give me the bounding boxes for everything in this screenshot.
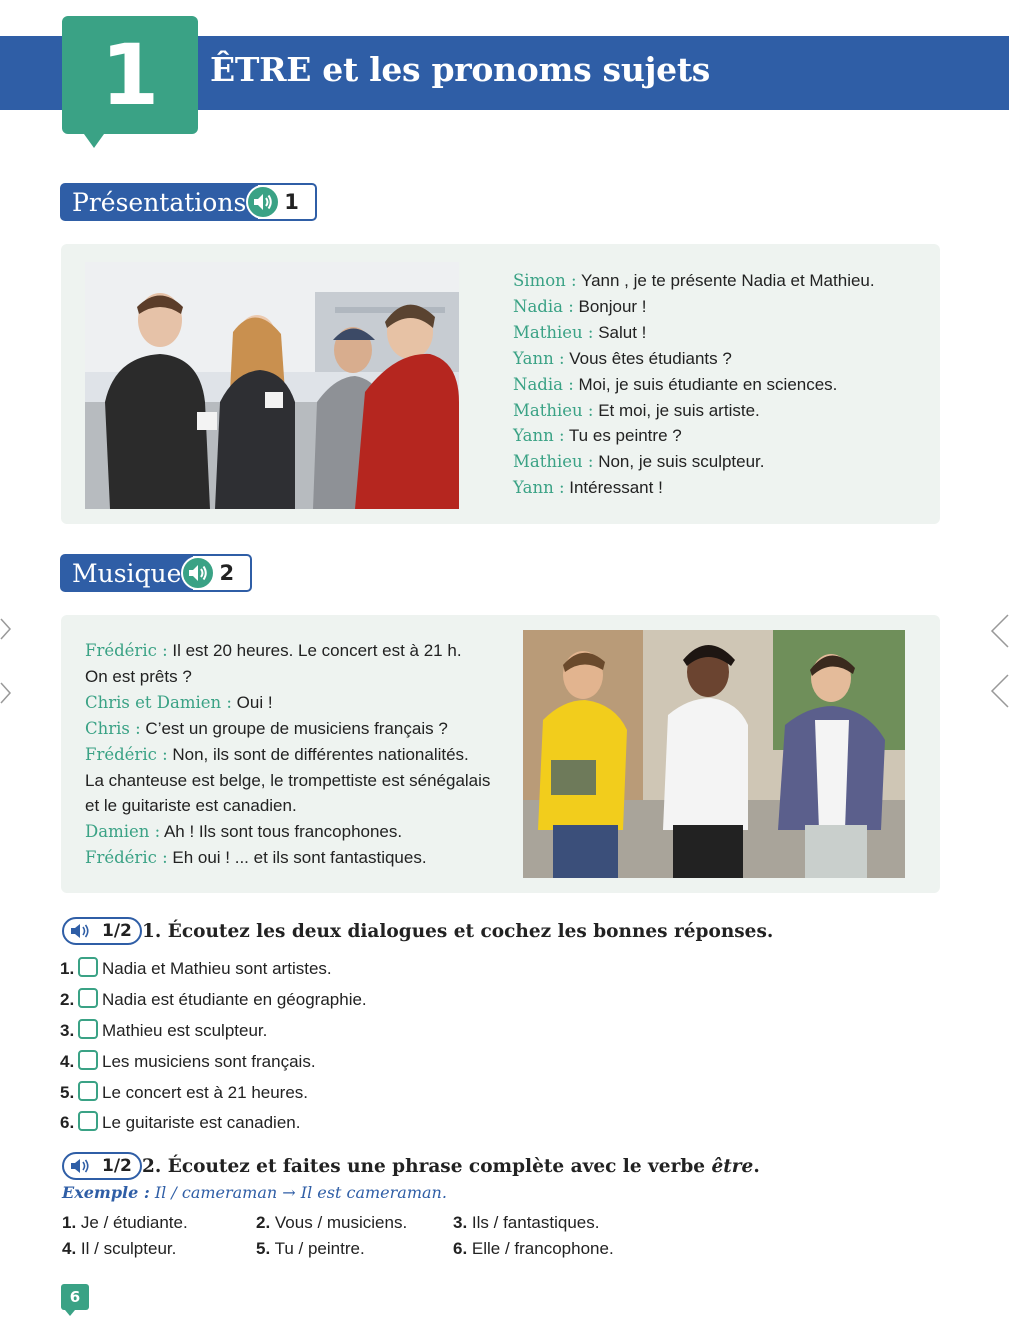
question-row: [60, 1108, 367, 1139]
item-text: Il / sculpteur.: [76, 1239, 177, 1258]
dialogue-line: [85, 768, 490, 794]
dialogue-musique: [85, 638, 490, 871]
answer-checkbox[interactable]: [78, 1019, 98, 1039]
dialogue-text: Ah ! Ils sont tous francophones.: [160, 822, 403, 842]
dialogue-line: [85, 638, 490, 664]
dialogue-text: Oui !: [231, 692, 273, 712]
section-header-musique: [60, 554, 252, 592]
speaker-name: Yann :: [513, 426, 565, 446]
speaker-icon: [70, 923, 96, 939]
question-row: [60, 1016, 367, 1047]
dialogue-text: Et moi, je suis artiste.: [593, 400, 760, 420]
dialogue-text: Non, je suis sculpteur.: [593, 452, 765, 472]
dialogue-line: [85, 716, 490, 742]
item-number: 4.: [62, 1239, 77, 1258]
dialogue-line: [85, 690, 490, 716]
dialogue-text: On est prêts ?: [85, 666, 192, 686]
dialogue-text: Non, ils sont de différentes nationalités.: [167, 744, 469, 764]
item-text: Ils / fantastiques.: [467, 1213, 600, 1232]
speaker-name: Frédéric :: [85, 641, 168, 660]
exercise-2-item: [256, 1213, 407, 1233]
question-text: Mathieu est sculpteur.: [102, 1020, 268, 1040]
exercise-1-list: [60, 954, 367, 1139]
answer-checkbox[interactable]: [78, 1111, 98, 1131]
prev-page-arrow-icon[interactable]: [0, 682, 12, 704]
dialogue-text: Moi, je suis étudiante en sciences.: [573, 374, 838, 394]
answer-checkbox[interactable]: [78, 988, 98, 1008]
dialogue-text: Tu es peintre ?: [564, 426, 682, 446]
question-row: [60, 1046, 367, 1077]
item-text: Je / étudiante.: [76, 1213, 188, 1232]
question-number: 5.: [60, 1082, 75, 1102]
question-number: 6.: [60, 1113, 75, 1133]
example-text: Il / cameraman → Il est cameraman.: [149, 1183, 447, 1202]
item-text: Elle / francophone.: [467, 1239, 614, 1258]
dialogue-text: La chanteuse est belge, le trompettiste est sénégalais: [85, 770, 491, 790]
speaker-name: Yann :: [513, 478, 565, 498]
next-page-arrow-icon[interactable]: [990, 674, 1009, 708]
question-text: Nadia et Mathieu sont artistes.: [102, 959, 332, 979]
example-line: [62, 1183, 447, 1202]
question-text: Le concert est à 21 heures.: [102, 1082, 309, 1102]
exercise-audio-badge[interactable]: [62, 917, 142, 945]
dialogue-text: Bonjour !: [573, 296, 647, 316]
dialogue-line: [513, 320, 875, 346]
question-number: 3.: [60, 1020, 75, 1040]
photo-four-students: [85, 262, 459, 509]
speaker-name: Yann :: [513, 348, 565, 368]
dialogue-line: [513, 372, 875, 398]
dialogue-text: C’est un groupe de musiciens français ?: [140, 718, 448, 738]
exercise-2-title: [142, 1156, 760, 1177]
dialogue-line: [85, 742, 490, 768]
speaker-name: Chris et Damien :: [85, 692, 232, 712]
speaker-name: Frédéric :: [85, 848, 168, 868]
speaker-name: Mathieu :: [513, 452, 594, 472]
prev-page-arrow-icon[interactable]: [0, 618, 12, 640]
question-row: [60, 1077, 367, 1108]
question-text: Nadia est étudiante en géographie.: [102, 990, 367, 1010]
speaker-name: Mathieu :: [513, 400, 594, 420]
exercise-1-title: 1. Écoutez les deux dialogues et cochez les bonnes réponses.: [142, 921, 774, 942]
dialogue-text: Salut !: [593, 322, 647, 342]
question-number: 2.: [60, 990, 75, 1010]
exercise-2-title-verb: être: [711, 1156, 754, 1177]
exercise-2-title-end: .: [753, 1156, 760, 1177]
exercise-audio-badge[interactable]: [62, 1152, 142, 1180]
dialogue-text: Eh oui ! ... et ils sont fantastiques.: [167, 848, 427, 868]
speaker-name: Frédéric :: [85, 744, 168, 764]
dialogue-text: Il est 20 heures. Le concert est à 21 h.: [167, 641, 462, 660]
question-text: Les musiciens sont français.: [102, 1051, 316, 1071]
question-number: 1.: [60, 959, 75, 979]
dialogue-line: [85, 793, 490, 819]
chapter-number: 1: [62, 16, 198, 134]
dialogue-line: [513, 423, 875, 449]
speaker-name: Nadia :: [513, 296, 574, 316]
question-row: [60, 954, 367, 985]
dialogue-line: [513, 268, 875, 294]
item-number: 3.: [453, 1213, 468, 1232]
speaker-icon: [70, 1158, 96, 1174]
item-number: 6.: [453, 1239, 468, 1258]
exercise-2-item: [62, 1213, 188, 1233]
dialogue-line: [513, 398, 875, 424]
question-text: Le guitariste est canadien.: [102, 1113, 301, 1133]
dialogue-line: [513, 475, 875, 501]
exercise-2-item: [256, 1239, 365, 1259]
question-number: 4.: [60, 1051, 75, 1071]
section-header-presentations: [60, 183, 317, 221]
dialogue-text: Yann , je te présente Nadia et Mathieu.: [576, 271, 875, 290]
next-page-arrow-icon[interactable]: [990, 614, 1009, 648]
speaker-name: Simon :: [513, 271, 577, 290]
dialogue-line: [513, 346, 875, 372]
exercise-2-item: [453, 1239, 614, 1259]
speaker-name: Nadia :: [513, 374, 574, 394]
answer-checkbox[interactable]: [78, 957, 98, 977]
item-number: 2.: [256, 1213, 271, 1232]
item-number: 5.: [256, 1239, 271, 1258]
audio-play-icon[interactable]: [181, 556, 215, 590]
dialogue-line: [85, 664, 490, 690]
track-number: 1: [284, 190, 299, 214]
item-text: Vous / musiciens.: [270, 1213, 408, 1232]
photo-three-students-walking: [523, 630, 905, 878]
dialogue-text: Intéressant !: [564, 478, 663, 498]
item-text: Tu / peintre.: [270, 1239, 365, 1258]
dialogue-text: Vous êtes étudiants ?: [564, 348, 732, 368]
dialogue-line: [85, 845, 490, 871]
answer-checkbox[interactable]: [78, 1081, 98, 1101]
exercise-2-item: [62, 1239, 176, 1259]
answer-checkbox[interactable]: [78, 1050, 98, 1070]
audio-play-icon[interactable]: [246, 185, 280, 219]
speaker-name: Damien :: [85, 822, 161, 842]
chapter-title: ÊTRE et les pronoms sujets: [210, 50, 711, 89]
exercise-2-item: [453, 1213, 599, 1233]
example-label: Exemple :: [62, 1183, 150, 1202]
dialogue-line: [513, 449, 875, 475]
dialogue-presentations: [513, 268, 875, 501]
speaker-name: Chris :: [85, 718, 141, 738]
dialogue-text: et le guitariste est canadien.: [85, 796, 297, 816]
section-label: Musique: [62, 556, 193, 590]
dialogue-line: [85, 819, 490, 845]
track-number: 2: [219, 561, 235, 585]
question-row: [60, 985, 367, 1016]
track-range: 1/2: [102, 921, 132, 941]
page-number: 6: [61, 1284, 89, 1310]
dialogue-line: [513, 294, 875, 320]
track-range: 1/2: [102, 1156, 132, 1176]
exercise-2-title-main: 2. Écoutez et faites une phrase complète avec le verbe: [142, 1156, 712, 1177]
item-number: 1.: [62, 1213, 77, 1232]
speaker-name: Mathieu :: [513, 322, 594, 342]
section-label: Présentations: [62, 185, 258, 219]
